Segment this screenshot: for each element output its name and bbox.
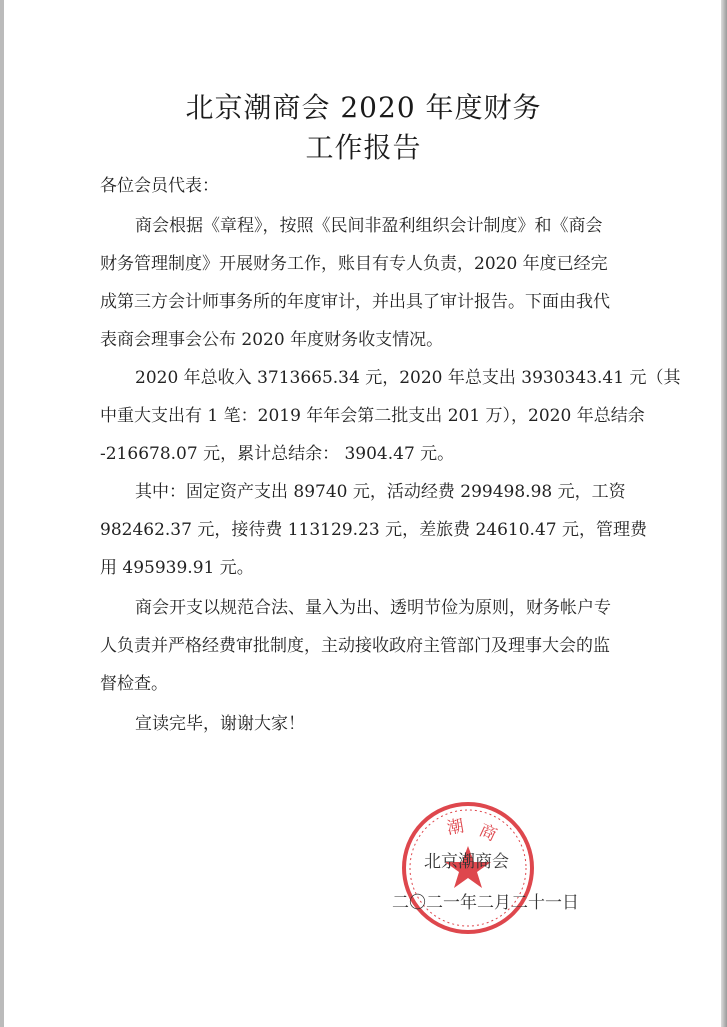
paragraph-2-line: 2020 年总收入 3713665.34 元，2020 年总支出 3930343.41 元（其 [135, 368, 681, 388]
document-subtitle: 工作报告 [305, 131, 422, 164]
paragraph-2-line: -216678.07 元，累计总结余： 3904.47 元。 [100, 444, 455, 464]
paragraph-1-line: 财务管理制度》开展财务工作，账目有专人负责，2020 年度已经完 [100, 254, 608, 274]
paragraph-1-line: 表商会理事会公布 2020 年度财务收支情况。 [100, 330, 444, 350]
paragraph-2-line: 中重大支出有 1 笔：2019 年年会第二批支出 201 万），2020 年总结余 [100, 406, 645, 426]
svg-text:潮: 潮 [445, 816, 466, 839]
paragraph-4-line: 督检查。 [100, 674, 168, 694]
paragraph-3-line: 用 495939.91 元。 [100, 558, 254, 578]
signature-date: 二〇二一年二月二十一日 [392, 893, 579, 913]
signature-organization: 北京潮商会 [424, 852, 509, 872]
paragraph-4-line: 人负责并严格经费审批制度，主动接收政府主管部门及理事大会的监 [100, 636, 610, 656]
paragraph-3-line: 982462.37 元，接待费 113129.23 元，差旅费 24610.47 元，管理费 [100, 520, 647, 540]
paragraph-1-line: 商会根据《章程》，按照《民间非盈利组织会计制度》和《商会 [135, 216, 603, 236]
salutation: 各位会员代表： [100, 176, 219, 196]
paragraph-4-line: 商会开支以规范合法、量入为出、透明节俭为原则，财务帐户专 [135, 598, 611, 618]
svg-text:商: 商 [475, 820, 500, 846]
closing-remark: 宣读完毕，谢谢大家！ [135, 714, 305, 734]
document-title: 北京潮商会 2020 年度财务 [185, 91, 542, 124]
paragraph-3-line: 其中：固定资产支出 89740 元，活动经费 299498.98 元，工资 [135, 482, 626, 502]
paragraph-1-line: 成第三方会计师事务所的年度审计，并出具了审计报告。下面由我代 [100, 292, 610, 312]
